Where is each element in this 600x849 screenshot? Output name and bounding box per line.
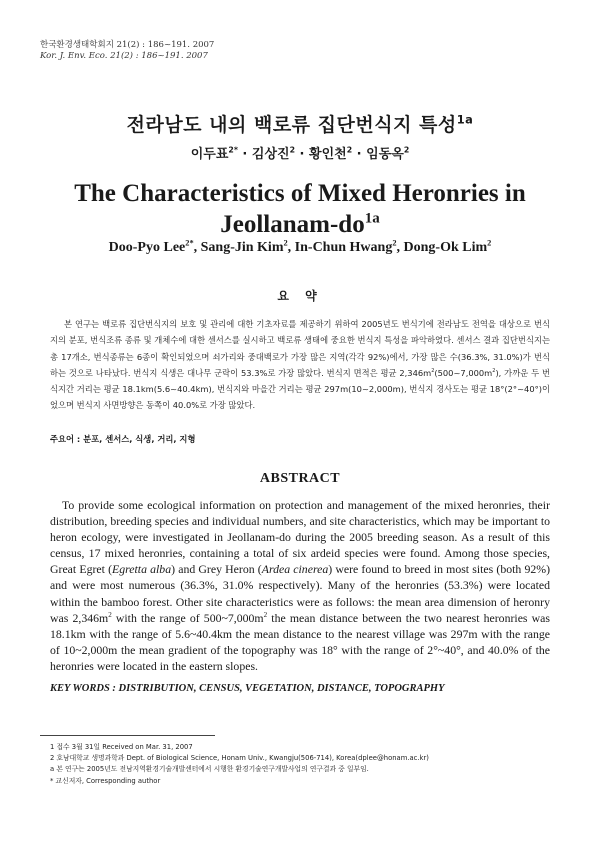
author-kr: 이두표 (190, 147, 229, 162)
footnote: 2 호남대학교 생명과학과 Dept. of Biological Science, Honam Univ., Kwangju(506-714), Korea(dplee@honam.ac.kr) (50, 754, 429, 763)
english-authors: Doo-Pyo Lee$^{2*}$, Sang-Jin Kim$^2$, In-Chun Hwang$^2$, Dong-Ok Lim$^2$ (108, 238, 492, 255)
korean-keywords: 주요어 : 분포, 센서스, 식생, 거리, 지형 (50, 434, 196, 444)
english-abstract (50, 497, 550, 674)
author-en: Doo-Pyo Lee (108, 240, 186, 255)
author-sup: 2* (228, 145, 238, 155)
en-abstract-part: To provide some ecological information on protection and management of the mixed heronries, their distribution, breeding species and individual numbers, and site characteristics, which may be important to heron ecology, were investigated in Jeollanam-do during the 2005 breeding season. As a result of this census, 17 mixed heronries, containing a total of six ardeid species were found. Among those species, Great Egret ( (50, 498, 550, 577)
english-title (0, 178, 600, 240)
kr-abstract-sup: 2 (431, 368, 435, 375)
abstract-heading: ABSTRACT (259, 471, 341, 486)
footnote-divider (40, 735, 215, 736)
korean-abstract-heading: 요 약 (277, 289, 323, 303)
footnote: * 교신저자, Corresponding author (50, 776, 161, 785)
kr-abstract-part: 본 연구는 백로류 집단번식지의 보호 및 관리에 대한 기초자료를 제공하기 위하여 2005년도 번식기에 전라남도 전역을 대상으로 번식지의 분포, 번식조류 종류 및 개체수에 대한 센서스를 실시하고 백로류 생태에 중요한 번식지 특성을 파악하였다. 센서스 결과 집단번식지는 총 17개소, 번식종류는 6종이 확인되었으며 쇠가리와 중대백로가 가장 많은 지역(각각 92%)에서, 가장 많은 수(36.3%, 31.0%)가 번식하는 것으로 나타났다. 번식지 식생은 대나무 군락이 53.3%로 가장 많았다. 번식지 면적은 평균 2,346m (50, 319, 550, 378)
en-abstract-part: the mean distance between the two nearest heronries was 18.1km with the range of 5.6~40.4km the mean distance to the nearest village was 297m with the range of 10~2,000m the mean gradient of the topography was 18° with the range of 2°~40°, and 40.0% of the heronries were located in the eastern slopes. (50, 610, 550, 673)
en-abstract-part: ) were found to breed in most sites (both 92%) and were most numerous (36.3%, 31.0% respectively). Many of the heronries (53.3%) were located within the bamboo forest. Other site characteristics were as follows: the mean area dimension of heronry was 2,346m (50, 562, 551, 625)
author-kr: 김상진 (251, 147, 290, 162)
author-sup: 2 (346, 145, 353, 155)
korean-title-sup: 1a (456, 112, 474, 127)
species-name-italic: Ardea cinerea (261, 562, 329, 577)
korean-abstract (50, 316, 550, 414)
author-sup: 2 (289, 145, 296, 155)
kr-abstract-part: (500~7,000m (434, 367, 493, 378)
journal-citation-en: Kor. J. Env. Eco. 21(2) : 186~191. 2007 (40, 51, 208, 61)
species-name-italic: Egretta alba (112, 562, 172, 577)
footnote: a 본 연구는 2005년도 전남지역환경기술개발센터에서 시행한 환경기술연구개발사업의 연구결과 중 일부임. (50, 765, 369, 774)
en-abstract-part: with the range of 500~7,000m (111, 610, 264, 625)
footnote: 1 접수 3월 31일 Received on Mar. 31, 2007 (50, 743, 193, 751)
en-abstract-sup: 2 (108, 610, 112, 619)
kr-abstract-sup: 2 (492, 368, 496, 375)
korean-authors: 이두표$^{2*}$ · 김상진$^2$ · 황인천$^2$ · 임동옥$^2$ (190, 145, 410, 162)
author-kr: 임동옥 (366, 147, 404, 162)
en-abstract-part: ) and Grey Heron ( (171, 562, 262, 577)
journal-citation-kr: 한국환경생태학회지 21(2) : 186~191. 2007 (40, 40, 215, 50)
english-title-line2-text: Jeollanam-do (220, 211, 365, 238)
author-sup: 2 (487, 238, 492, 248)
author-kr: 황인천 (309, 147, 347, 162)
korean-title-text: 전라남도 내의 백로류 집단번식지 특성 (126, 114, 457, 136)
author-en: Dong-Ok Lim (403, 240, 488, 255)
journal-citation (40, 40, 214, 62)
author-sup: 2* (185, 238, 194, 248)
author-en: In-Chun Hwang (294, 240, 393, 255)
english-title-sup: 1a (364, 210, 380, 227)
en-abstract-sup: 2 (263, 610, 268, 619)
kr-abstract-part: ), 가까운 두 번식지간 거리는 평균 18.1km(5.6~40.4km), 번식지와 마을간 거리는 평균 297m(10~2,000m), 번식지 경사도는 평균 18°(2°~40°)이었으며 번식지 사면방향은 동쪽이 40.0%로 가장 많았다. (50, 367, 550, 411)
english-title-line1: The Characteristics of Mixed Heronries in (74, 180, 526, 207)
author-sup: 2 (283, 238, 288, 248)
english-keywords: KEY WORDS : DISTRIBUTION, CENSUS, VEGETATION, DISTANCE, TOPOGRAPHY (50, 683, 445, 694)
author-sup: 2 (403, 145, 410, 155)
author-en: Sang-Jin Kim (200, 240, 284, 255)
english-title-line2 (0, 209, 600, 240)
author-sup: 2 (392, 238, 397, 248)
footnotes (50, 742, 429, 787)
korean-title (0, 110, 600, 137)
